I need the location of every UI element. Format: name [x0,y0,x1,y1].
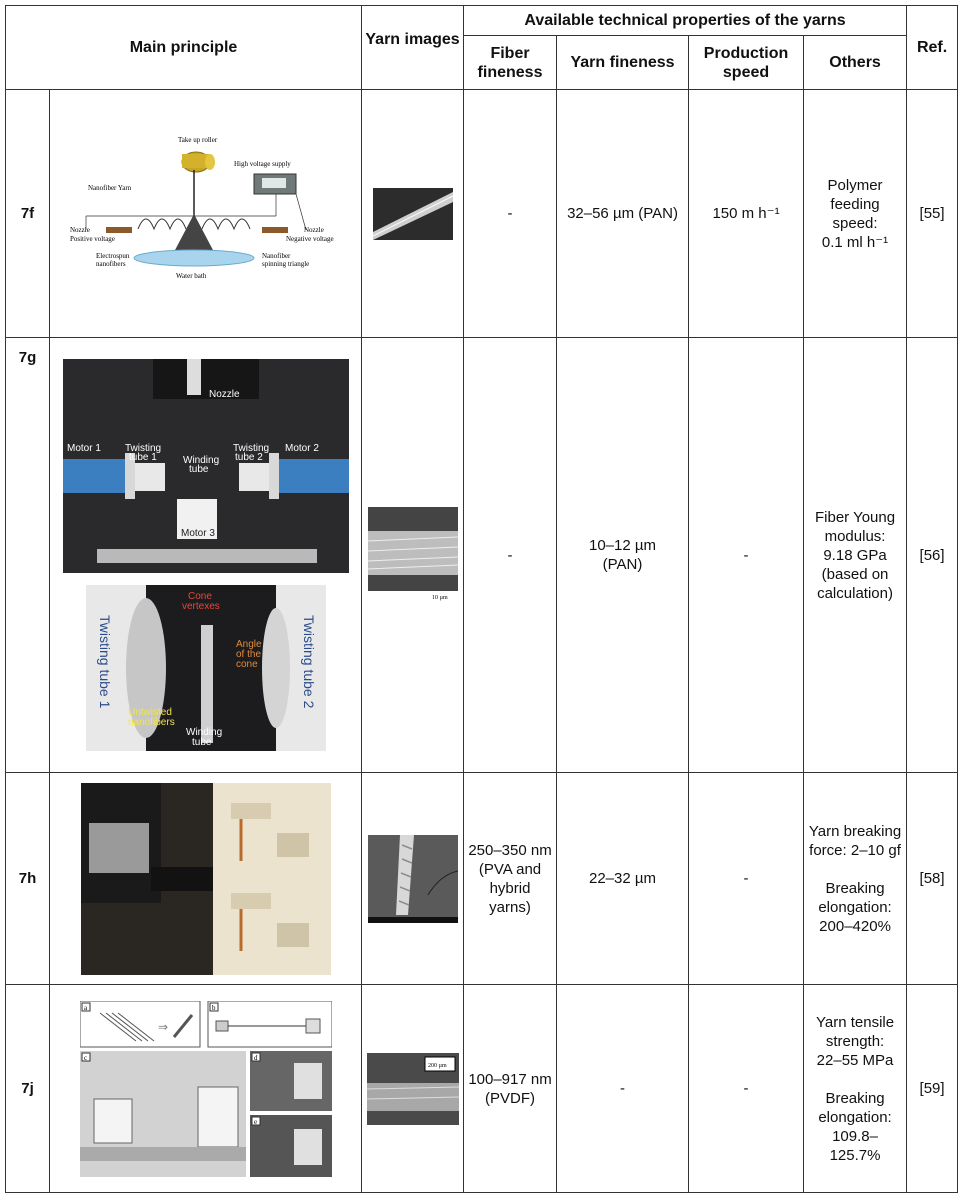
others-line: Breaking [825,1089,885,1107]
others-line: 200–420% [819,917,891,935]
photo-label: tube [188,464,208,475]
yarn-fineness-cell: 32–56 µm (PAN) [557,90,689,338]
scale-bar-label: 10 µm [431,595,448,601]
others-cell [804,90,907,338]
others-cell [804,338,907,773]
photo-label: Motor 1 [66,443,101,454]
photo-label: Twisting [124,443,161,454]
panel-label: a [83,1003,87,1012]
fiber-fineness-line: (PVDF) [485,1089,536,1107]
svg-text:⇒: ⇒ [157,1019,168,1034]
scale-bar-label: 200 µm [427,1062,447,1069]
photo-label: tube 1 [128,452,157,463]
fiber-fineness-line: hybrid [489,879,531,897]
diagram-label: spinning triangle [261,259,309,268]
photo-label: Winding [182,455,219,466]
others-cell [804,985,907,1193]
header-fiber-fineness: Fiber fineness [464,36,557,90]
others-line: calculation) [817,584,893,602]
sem-image [367,1053,459,1125]
principle-diagram-7f [50,90,362,338]
others-cell [804,773,907,985]
others-line: 9.18 GPa [823,546,887,564]
yarn-fineness-line: 10–12 µm [589,537,657,554]
electrospinning-diagram [66,134,346,294]
header-others: Others [804,36,907,90]
diagram-label: Nanofiber [261,251,290,260]
winding-tube-photo [86,585,326,751]
fiber-fineness-cell [464,985,557,1193]
panel-label: e [253,1117,257,1126]
photo-label: of the [235,649,261,660]
photo-label: Motor 3 [180,528,215,539]
sem-image [373,188,453,240]
row-label: 7f [6,90,50,338]
principle-photos-7j [50,985,362,1193]
diagram-label: Nozzle [303,225,324,234]
fiber-fineness-cell: - [464,90,557,338]
fiber-fineness-line: 100–917 nm [468,1070,552,1088]
header-ref: Ref. [907,6,958,90]
panel-label: b [211,1003,215,1012]
diagram-label: High voltage supply [233,159,291,168]
diagram-label: Water bath [175,271,206,280]
photo-label: Twisting tube 2 [300,615,317,709]
photo-label: Twisting tube 1 [96,615,113,709]
tensile-setup-photos [80,1001,332,1177]
others-line: (based on [821,565,889,583]
ref-cell: [58] [907,773,958,985]
others-line: Fiber Young [815,508,896,526]
photo-label: Nozzle [208,389,240,400]
others-line: Yarn breaking [808,822,902,840]
principle-photo-7h [50,773,362,985]
yarn-fineness-cell: 22–32 µm [557,773,689,985]
yarn-image-7g [362,338,464,773]
ref-cell: [55] [907,90,958,338]
others-line: feeding [830,195,880,213]
diagram-label: Nanofiber Yarn [87,183,131,192]
photo-label: vertexes [181,601,220,612]
header-yarn-fineness: Yarn fineness [557,36,689,90]
production-speed-cell: - [689,985,804,1193]
others-line: Breaking [825,879,885,897]
row-label: 7h [6,773,50,985]
others-line: 22–55 MPa [816,1051,894,1069]
row-label: 7j [6,985,50,1193]
panel-label: d [253,1053,257,1062]
twisting-setup-photo [63,359,349,573]
others-line: 125.7% [829,1146,881,1164]
fiber-fineness-cell [464,773,557,985]
diagram-label: Electrospun [95,251,129,260]
others-spacer [807,1070,903,1089]
others-line: 0.1 ml h⁻¹ [821,233,889,251]
yarn-fineness-line: (PAN) [602,556,643,573]
photo-label: Twisting [232,443,269,454]
spacer [53,573,358,585]
others-line: force: 2–10 gf [809,841,901,859]
photo-label: cone [235,659,258,670]
table-row [6,773,958,985]
others-line: Yarn tensile [815,1013,895,1031]
fiber-fineness-line: (PVA and [478,860,542,878]
yarn-fineness-cell: - [557,985,689,1193]
table-row [6,985,958,1193]
others-line: modulus: [824,527,886,545]
diagram-label: Nozzle [69,225,90,234]
header-production-speed: Production speed [689,36,804,90]
photo-label: nanofibers [127,717,175,728]
yarn-image-7j [362,985,464,1193]
others-line: elongation: [818,898,892,916]
diagram-label: nanofibers [95,259,126,268]
others-line: Polymer [827,176,883,194]
yarn-image-7h [362,773,464,985]
others-spacer [807,860,903,879]
spinning-device-photo [81,783,331,975]
production-speed-cell: 150 m h⁻¹ [689,90,804,338]
comparison-table [5,5,958,1193]
yarn-fineness-cell [557,338,689,773]
photo-label: Motor 2 [284,443,319,454]
table-row [6,90,958,338]
principle-photos-7g [50,338,362,773]
table-row [6,338,958,773]
others-line: 109.8– [832,1127,878,1145]
diagram-label: Take up roller [177,135,217,144]
photo-label: tube [191,737,211,748]
yarn-image-7f [362,90,464,338]
production-speed-cell: - [689,338,804,773]
others-line: elongation: [818,1108,892,1126]
panel-label: c [83,1053,87,1062]
photo-label: Untwisted [127,707,172,718]
fiber-fineness-line: yarns) [489,898,531,916]
production-speed-cell: - [689,773,804,985]
others-line: strength: [825,1032,885,1050]
photo-label: tube 2 [234,452,263,463]
header-main-principle: Main principle [6,6,362,90]
header-available-props: Available technical properties of the yarns [464,6,907,36]
photo-label: Cone [187,591,212,602]
ref-cell: [59] [907,985,958,1193]
photo-label: Angle [235,639,262,650]
diagram-label: Negative voltage [285,234,334,243]
sem-image [368,835,458,923]
diagram-label: Positive voltage [69,234,115,243]
fiber-fineness-line: 250–350 nm [468,841,552,859]
row-label: 7g [6,338,50,773]
header-yarn-images: Yarn images [362,6,464,90]
ref-cell: [56] [907,338,958,773]
others-line: speed: [832,214,878,232]
sem-image [368,507,458,603]
photo-label: Winding [185,727,222,738]
fiber-fineness-cell: - [464,338,557,773]
